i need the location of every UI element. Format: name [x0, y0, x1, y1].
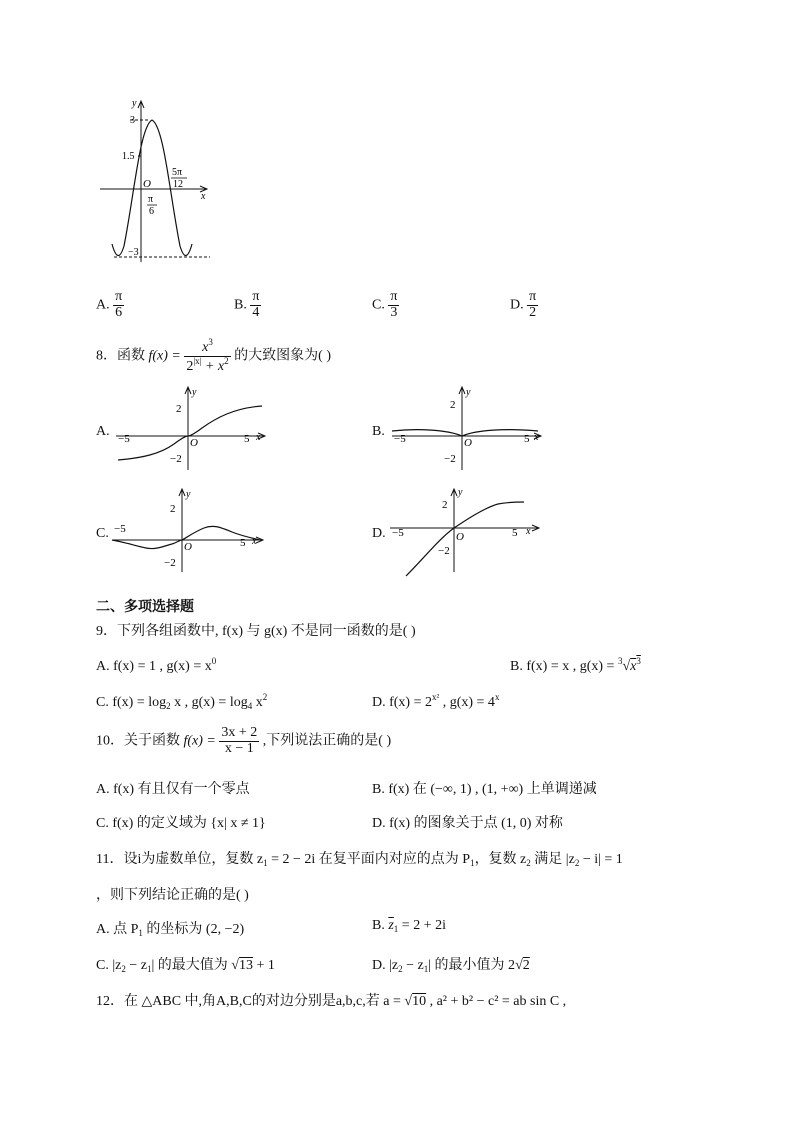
option-text: C. f(x) = log: [96, 695, 167, 710]
q8-prefix: 函数: [117, 348, 145, 364]
q10-option-d[interactable]: D. f(x) 的图象关于点 (1, 0) 对称: [372, 816, 563, 831]
frac-num: π: [529, 289, 537, 304]
q10-num: 3x + 2: [221, 725, 258, 740]
q9-option-b[interactable]: [510, 656, 641, 675]
q10-den: x − 1: [224, 740, 254, 756]
q9-option-d[interactable]: [372, 692, 499, 711]
frac-den: 2: [529, 304, 537, 320]
graph-x-label: x: [534, 432, 539, 443]
q11-option-c[interactable]: [96, 954, 275, 974]
top-graph-pi-den: 6: [149, 206, 154, 217]
option-sup: 0: [211, 656, 217, 666]
option-sup-2: x: [494, 692, 500, 702]
frac-num: π: [390, 289, 398, 304]
text: D. |z: [372, 958, 399, 973]
graph-y-label: y: [458, 487, 463, 498]
q8-graph-c[interactable]: [110, 486, 270, 576]
log-base-2: 4: [247, 701, 253, 711]
top-graph-5pi-den: 12: [173, 179, 183, 190]
q11-stem-line2: ，则下列结论正确的是( ): [96, 888, 249, 903]
q8-option-a-label[interactable]: A.: [96, 424, 110, 439]
graph-x-pos: 5: [512, 527, 518, 539]
option-sup: x²: [432, 692, 440, 702]
q8-func: f(x) =: [148, 348, 181, 364]
graph-x-neg: −5: [118, 433, 130, 445]
top-graph-x-label: x: [201, 191, 206, 202]
text: A. 点 P: [96, 922, 139, 937]
option-text: B. f(x) = x , g(x) =: [510, 659, 618, 674]
option-text-end: x: [252, 695, 263, 710]
q7-option-d[interactable]: [510, 290, 538, 320]
graph-origin: O: [464, 437, 472, 449]
subscript: 1: [138, 928, 143, 938]
frac-den: 6: [115, 304, 123, 320]
option-label: A.: [96, 297, 110, 313]
q8-option-c-label[interactable]: C.: [96, 526, 109, 541]
q8-den-base: 2: [186, 358, 194, 374]
option-label: C.: [372, 297, 385, 313]
graph-y-neg: −2: [164, 557, 176, 569]
top-graph-y-min: −3: [128, 247, 139, 258]
graph-y-label: y: [192, 387, 197, 398]
subscript: 1: [263, 858, 268, 868]
text: − z: [125, 958, 147, 973]
text: | 的最小值为 2: [428, 958, 516, 973]
text: 12．在 △ABC 中,角A,B,C的对边分别是a,b,c,若 a =: [96, 994, 405, 1009]
graph-x-neg: −5: [394, 433, 406, 445]
q8-den-sup: |x|: [193, 355, 202, 366]
text: B.: [372, 918, 389, 933]
q8-option-d-label[interactable]: D.: [372, 526, 386, 541]
text: 的坐标为 (2, −2): [142, 922, 245, 937]
option-label: D.: [510, 297, 524, 313]
text: + 1: [252, 958, 275, 973]
top-graph-y-half: 1.5: [122, 151, 135, 162]
q8-graph-a[interactable]: [112, 384, 272, 474]
graph-x-pos: 5: [240, 537, 246, 549]
graph-x-label: x: [526, 526, 531, 537]
text: C. |z: [96, 958, 122, 973]
graph-y-neg: −2: [170, 453, 182, 465]
text: , a² + b² − c² = ab sin C ,: [426, 994, 567, 1009]
q10-suffix: ,下列说法正确的是( ): [262, 733, 392, 749]
q8-graph-b[interactable]: [388, 384, 548, 474]
top-graph-5pi-num: 5π: [172, 167, 183, 178]
section-heading: 二、多项选择题: [96, 598, 194, 614]
q8-option-b-label[interactable]: B.: [372, 424, 385, 439]
q10-option-b[interactable]: B. f(x) 在 (−∞, 1) , (1, +∞) 上单调递减: [372, 782, 597, 797]
top-graph-y-label: y: [132, 98, 137, 109]
q10-stem: [96, 726, 391, 756]
q8-graph-d[interactable]: [388, 486, 548, 578]
subscript: 2: [121, 964, 126, 974]
q9-option-a[interactable]: [96, 656, 216, 675]
frac-num: π: [252, 289, 260, 304]
graph-y-pos: 2: [170, 503, 176, 515]
q9-stem: 9．下列各组函数中, f(x) 与 g(x) 不是同一函数的是( ): [96, 624, 416, 639]
text: 11．设i为虚数单位，复数 z: [96, 852, 264, 867]
graph-x-neg: −5: [114, 523, 126, 535]
top-graph-y-max: 3: [130, 115, 135, 126]
frac-num: π: [115, 289, 123, 304]
option-text: A. f(x) = 1 , g(x) = x: [96, 659, 212, 674]
text: = 2 + 2i: [398, 918, 446, 933]
radical-icon: √: [404, 994, 413, 1009]
q8-num: x: [202, 340, 209, 355]
graph-x-label: x: [256, 432, 261, 443]
graph-y-neg: −2: [444, 453, 456, 465]
q10-option-a[interactable]: A. f(x) 有且仅有一个零点: [96, 782, 250, 797]
q9-option-c[interactable]: [96, 692, 267, 711]
subscript: 2: [574, 858, 580, 868]
frac-den: 3: [390, 304, 398, 320]
subscript: 1: [423, 964, 429, 974]
option-text-end: , g(x) = 4: [439, 695, 495, 710]
text: 满足 |z: [530, 852, 575, 867]
text: ，复数 z: [474, 852, 527, 867]
q8-number: 8．: [96, 348, 117, 364]
q10-func: f(x) =: [183, 733, 216, 749]
option-sup: 2: [262, 692, 268, 702]
root-body: x: [630, 659, 637, 674]
graph-y-label: y: [466, 387, 471, 398]
subscript: 2: [526, 858, 531, 868]
subscript: 1: [470, 858, 475, 868]
root-index: 3: [617, 656, 623, 666]
text: | 的最大值为: [151, 958, 232, 973]
top-graph-pi-num: π: [148, 194, 154, 205]
subscript: 1: [146, 964, 152, 974]
q11-option-a[interactable]: [96, 918, 244, 938]
q11-option-b[interactable]: [372, 918, 446, 934]
graph-y-pos: 2: [442, 499, 448, 511]
q11-option-d[interactable]: [372, 954, 530, 974]
graph-y-neg: −2: [438, 545, 450, 557]
option-label: B.: [234, 297, 247, 313]
q10-option-c[interactable]: C. f(x) 的定义域为 {x| x ≠ 1}: [96, 816, 266, 831]
q8-stem: [96, 338, 331, 374]
graph-y-label: y: [186, 489, 191, 500]
subscript: 1: [393, 924, 399, 934]
subscript: 2: [398, 964, 403, 974]
graph-x-pos: 5: [524, 433, 530, 445]
root-body: 13: [238, 958, 253, 973]
option-text: D. f(x) = 2: [372, 695, 432, 710]
graph-x-pos: 5: [244, 433, 250, 445]
root-sup: 3: [636, 656, 641, 666]
option-text-mid: x , g(x) = log: [170, 695, 248, 710]
q11-stem-line1: [96, 848, 623, 868]
root-body: 10: [412, 994, 427, 1009]
q7-option-b[interactable]: [234, 290, 261, 320]
text: − i| = 1: [579, 852, 623, 867]
q8-suffix: 的大致图象为( ): [234, 348, 331, 364]
graph-origin: O: [190, 437, 198, 449]
q8-num-sup: 3: [208, 337, 213, 347]
radical-icon: √: [231, 958, 239, 973]
radical-icon: √: [515, 958, 523, 973]
graph-origin: O: [456, 531, 464, 543]
q8-den-sup2: 2: [224, 355, 229, 366]
graph-x-label: x: [252, 536, 257, 547]
text: = 2 − 2i 在复平面内对应的点为 P: [267, 852, 471, 867]
graph-y-pos: 2: [176, 403, 182, 415]
top-graph-origin: O: [143, 178, 151, 190]
q7-option-c[interactable]: [372, 290, 399, 320]
top-sine-graph: [100, 96, 220, 266]
q12-stem: [96, 990, 566, 1010]
frac-den: 4: [252, 304, 260, 320]
graph-origin: O: [184, 541, 192, 553]
q8-den-rest: + x: [201, 358, 225, 374]
q7-option-a[interactable]: [96, 290, 124, 320]
graph-y-pos: 2: [450, 399, 456, 411]
text: − z: [402, 958, 424, 973]
graph-x-neg: −5: [392, 527, 404, 539]
root-body: 2: [522, 958, 530, 973]
radical-icon: √: [622, 659, 631, 674]
log-base: 2: [166, 701, 171, 711]
conjugate-z: $\overline{z}$: [388, 918, 394, 933]
q10-prefix: 10．关于函数: [96, 733, 180, 749]
